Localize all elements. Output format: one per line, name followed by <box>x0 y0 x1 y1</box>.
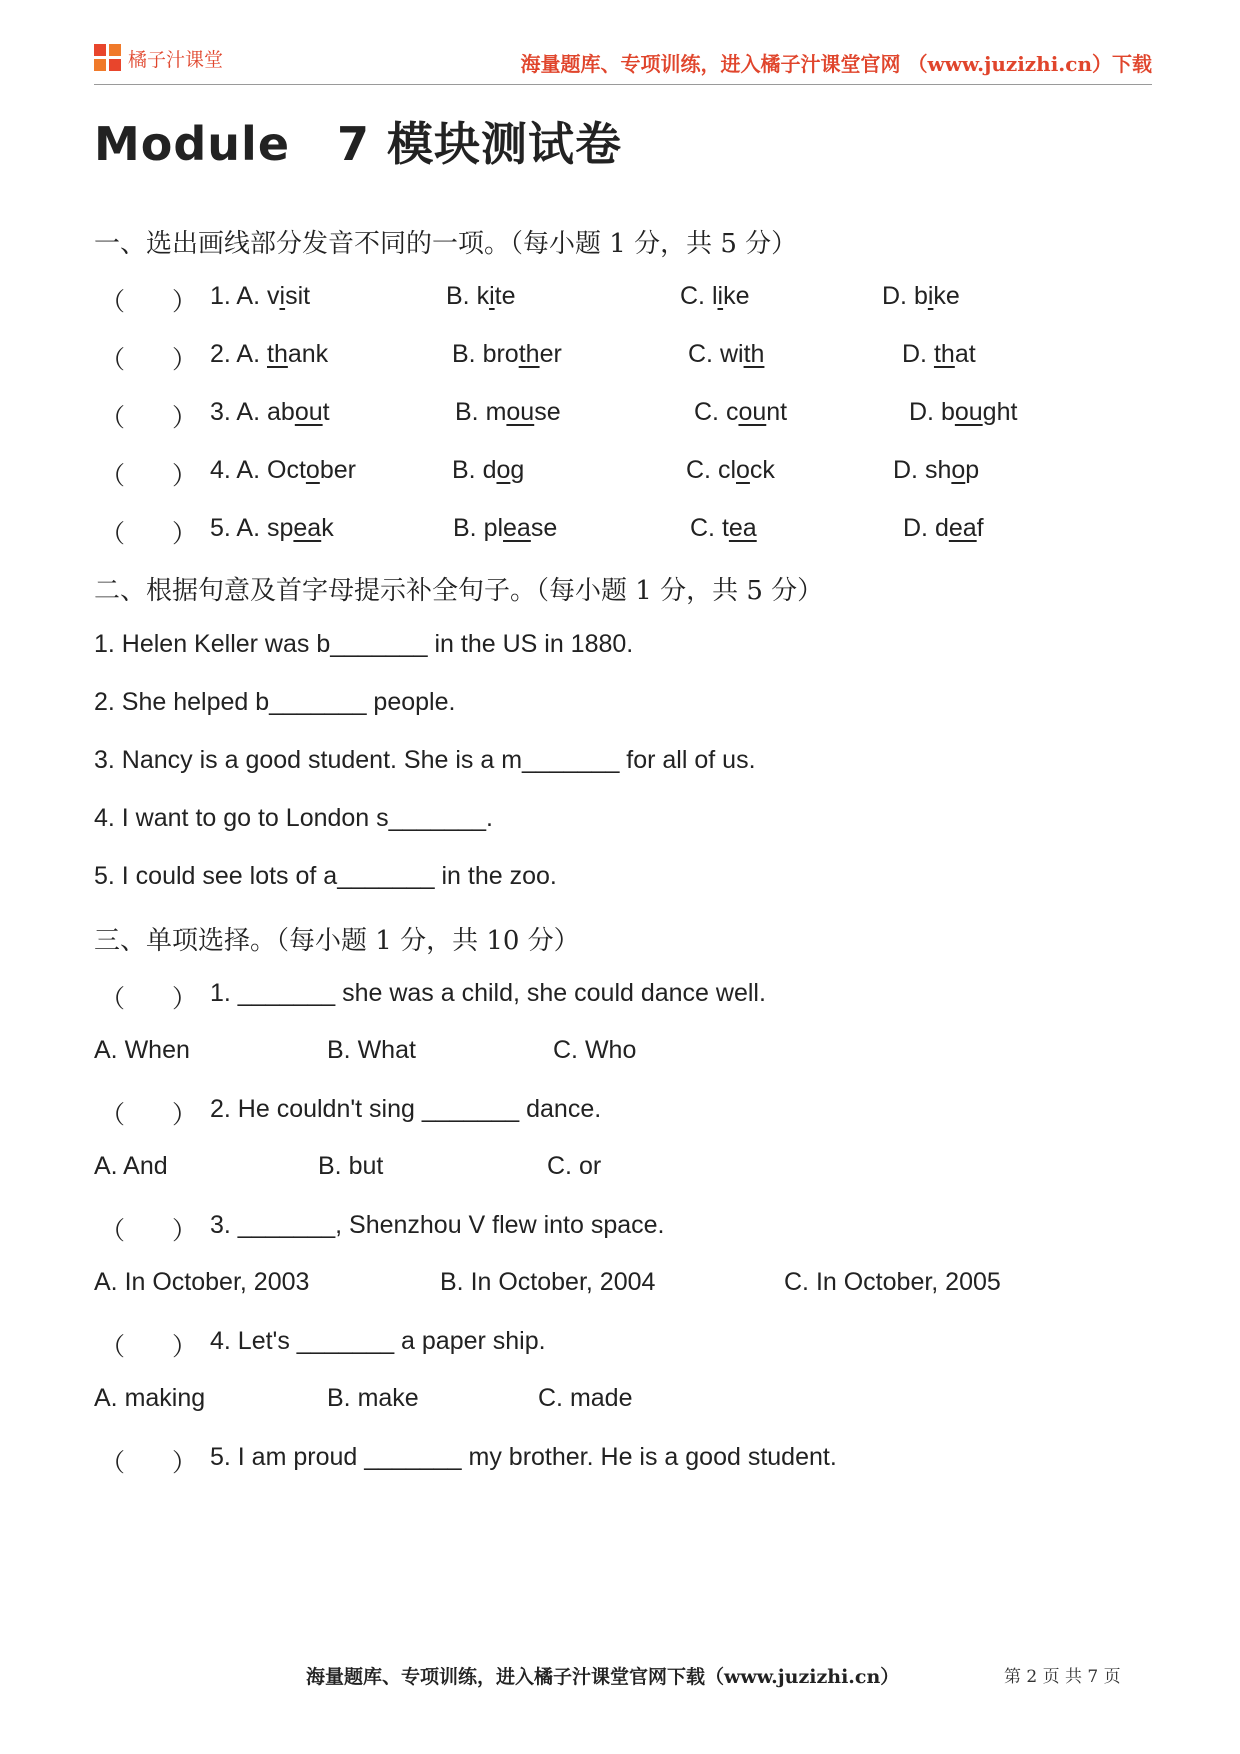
option-text: C. cl <box>686 456 736 484</box>
question-stem: 5. I am proud _______ my brother. He is a good student. <box>210 1443 837 1471</box>
option-a <box>267 456 356 485</box>
underlined-letters: ou <box>506 398 535 426</box>
option-text: B. d <box>452 456 497 484</box>
option-text: nt <box>766 398 788 426</box>
section1-heading: 一、选出画线部分发音不同的一项。（每小题 1 分，共 5 分） <box>94 229 798 259</box>
underlined-letters: o <box>305 456 320 484</box>
option-b <box>452 340 562 369</box>
option-a <box>267 340 328 369</box>
option-text: p <box>965 456 980 484</box>
underlined-letters: ea <box>293 514 322 542</box>
underlined-letters: th <box>267 340 288 368</box>
option-d <box>893 456 979 485</box>
option-text: sit <box>285 282 311 310</box>
question-number: 2. A. <box>210 340 261 368</box>
answer-paren-open: （ <box>100 1449 126 1477</box>
answer-option: A. And <box>94 1152 168 1180</box>
answer-paren-open: （ <box>100 346 126 374</box>
option-text: D. b <box>882 282 928 310</box>
underlined-letters: ea <box>948 514 977 542</box>
option-a <box>267 514 334 543</box>
underlined-letters: ou <box>738 398 767 426</box>
answer-option: B. but <box>318 1152 384 1180</box>
underlined-letters: o <box>496 456 511 484</box>
option-text: er <box>539 340 562 368</box>
page-header <box>94 40 1152 85</box>
answer-paren-close: ） <box>172 346 198 374</box>
option-text: Oct <box>267 456 306 484</box>
question-stem: 2. He couldn't sing _______ dance. <box>210 1095 602 1123</box>
answer-option: B. make <box>327 1384 419 1412</box>
answer-paren-open: （ <box>100 1217 126 1245</box>
option-text: f <box>976 514 984 542</box>
option-text: k <box>321 514 334 542</box>
question-number: 3. A. <box>210 398 261 426</box>
option-b <box>446 282 516 311</box>
option-c <box>690 514 757 543</box>
answer-option: C. made <box>538 1384 633 1412</box>
underlined-letters: ea <box>728 514 757 542</box>
question-stem: 3. _______, Shenzhou V flew into space. <box>210 1211 665 1239</box>
underlined-letters: i <box>927 282 934 310</box>
answer-paren-close: ） <box>172 985 198 1013</box>
option-d <box>882 282 960 311</box>
option-text: ank <box>287 340 329 368</box>
underlined-letters: o <box>736 456 750 484</box>
underlined-letters: o <box>951 456 966 484</box>
option-text: sp <box>267 514 294 542</box>
option-b <box>452 456 524 485</box>
question-stem: 4. Let's _______ a paper ship. <box>210 1327 546 1355</box>
option-text: se <box>534 398 561 426</box>
option-d <box>902 340 976 369</box>
section3-heading: 三、单项选择。（每小题 1 分，共 10 分） <box>94 926 580 956</box>
option-text: C. l <box>680 282 718 310</box>
question-number: 4. A. <box>210 456 261 484</box>
option-text: C. c <box>694 398 739 426</box>
option-text: B. pl <box>453 514 504 542</box>
answer-paren-close: ） <box>172 404 198 432</box>
answer-paren-close: ） <box>172 1217 198 1245</box>
logo <box>94 44 223 72</box>
option-text: ber <box>319 456 356 484</box>
option-c <box>680 282 749 311</box>
answer-paren-open: （ <box>100 985 126 1013</box>
answer-paren-close: ） <box>172 462 198 490</box>
fill-item: 2. She helped b_______ people. <box>94 688 456 716</box>
footer-text: 海量题库、专项训练，进入橘子汁课堂官网下载（www.juzizhi.cn） <box>306 1666 900 1688</box>
page-number: 第 2 页 共 7 页 <box>1004 1667 1121 1687</box>
option-text: ke <box>723 282 750 310</box>
option-c <box>694 398 787 427</box>
option-text: ab <box>267 398 295 426</box>
page-title: Module 7 模块测试卷 <box>94 117 623 171</box>
option-text: v <box>267 282 280 310</box>
fill-item: 4. I want to go to London s_______. <box>94 804 493 832</box>
answer-option: C. or <box>547 1152 602 1180</box>
answer-paren-open: （ <box>100 462 126 490</box>
option-text: B. k <box>446 282 490 310</box>
option-text: g <box>510 456 525 484</box>
answer-paren-open: （ <box>100 1333 126 1361</box>
option-text: C. wi <box>688 340 744 368</box>
question-stem: 1. _______ she was a child, she could dance well. <box>210 979 766 1007</box>
option-b <box>453 514 557 543</box>
option-text: B. bro <box>452 340 519 368</box>
answer-paren-open: （ <box>100 520 126 548</box>
answer-option: A. When <box>94 1036 190 1064</box>
option-text: ke <box>933 282 960 310</box>
option-text: B. m <box>455 398 507 426</box>
underlined-letters: i <box>489 282 495 310</box>
option-text: ght <box>982 398 1018 426</box>
underlined-letters: i <box>279 282 286 310</box>
option-a <box>267 282 310 311</box>
option-c <box>688 340 764 369</box>
underlined-letters: th <box>743 340 765 368</box>
answer-paren-close: ） <box>172 1449 198 1477</box>
underlined-letters: ea <box>503 514 531 542</box>
option-text: te <box>494 282 516 310</box>
answer-option: A. making <box>94 1384 206 1412</box>
fill-item: 3. Nancy is a good student. She is a m_______ for all of us. <box>94 746 756 774</box>
answer-paren-open: （ <box>100 404 126 432</box>
option-text: at <box>954 340 976 368</box>
answer-paren-open: （ <box>100 1101 126 1129</box>
option-text: se <box>530 514 558 542</box>
logo-icon <box>94 44 122 72</box>
underlined-letters: ou <box>954 398 983 426</box>
answer-option: C. In October, 2005 <box>784 1268 1001 1296</box>
underlined-letters: th <box>518 340 540 368</box>
question-number: 1. A. <box>210 282 261 310</box>
option-text: D. b <box>909 398 955 426</box>
option-d <box>909 398 1017 427</box>
answer-option: B. What <box>327 1036 416 1064</box>
answer-option: B. In October, 2004 <box>440 1268 656 1296</box>
answer-option: A. In October, 2003 <box>94 1268 310 1296</box>
section2-heading: 二、根据句意及首字母提示补全句子。（每小题 1 分，共 5 分） <box>94 576 824 606</box>
option-text: D. d <box>903 514 949 542</box>
question-number: 5. A. <box>210 514 261 542</box>
option-d <box>903 514 984 543</box>
answer-paren-close: ） <box>172 288 198 316</box>
answer-paren-open: （ <box>100 288 126 316</box>
header-banner: 海量题库、专项训练，进入橘子汁课堂官网 （www.juzizhi.cn）下载 <box>520 52 1152 76</box>
underlined-letters: th <box>933 340 955 368</box>
fill-item: 1. Helen Keller was b_______ in the US in 1880. <box>94 630 634 658</box>
option-text: ck <box>749 456 775 484</box>
answer-paren-close: ） <box>172 520 198 548</box>
fill-item: 5. I could see lots of a_______ in the zoo. <box>94 862 557 890</box>
option-text: D. sh <box>893 456 952 484</box>
underlined-letters: i <box>717 282 724 310</box>
option-c <box>686 456 775 485</box>
option-text: t <box>322 398 330 426</box>
answer-paren-close: ） <box>172 1101 198 1129</box>
answer-paren-close: ） <box>172 1333 198 1361</box>
option-a <box>267 398 330 427</box>
option-text: D. <box>902 340 934 368</box>
option-b <box>455 398 561 427</box>
answer-option: C. Who <box>553 1036 637 1064</box>
option-text: C. t <box>690 514 729 542</box>
underlined-letters: ou <box>294 398 323 426</box>
logo-text: 橘子汁课堂 <box>128 48 224 71</box>
